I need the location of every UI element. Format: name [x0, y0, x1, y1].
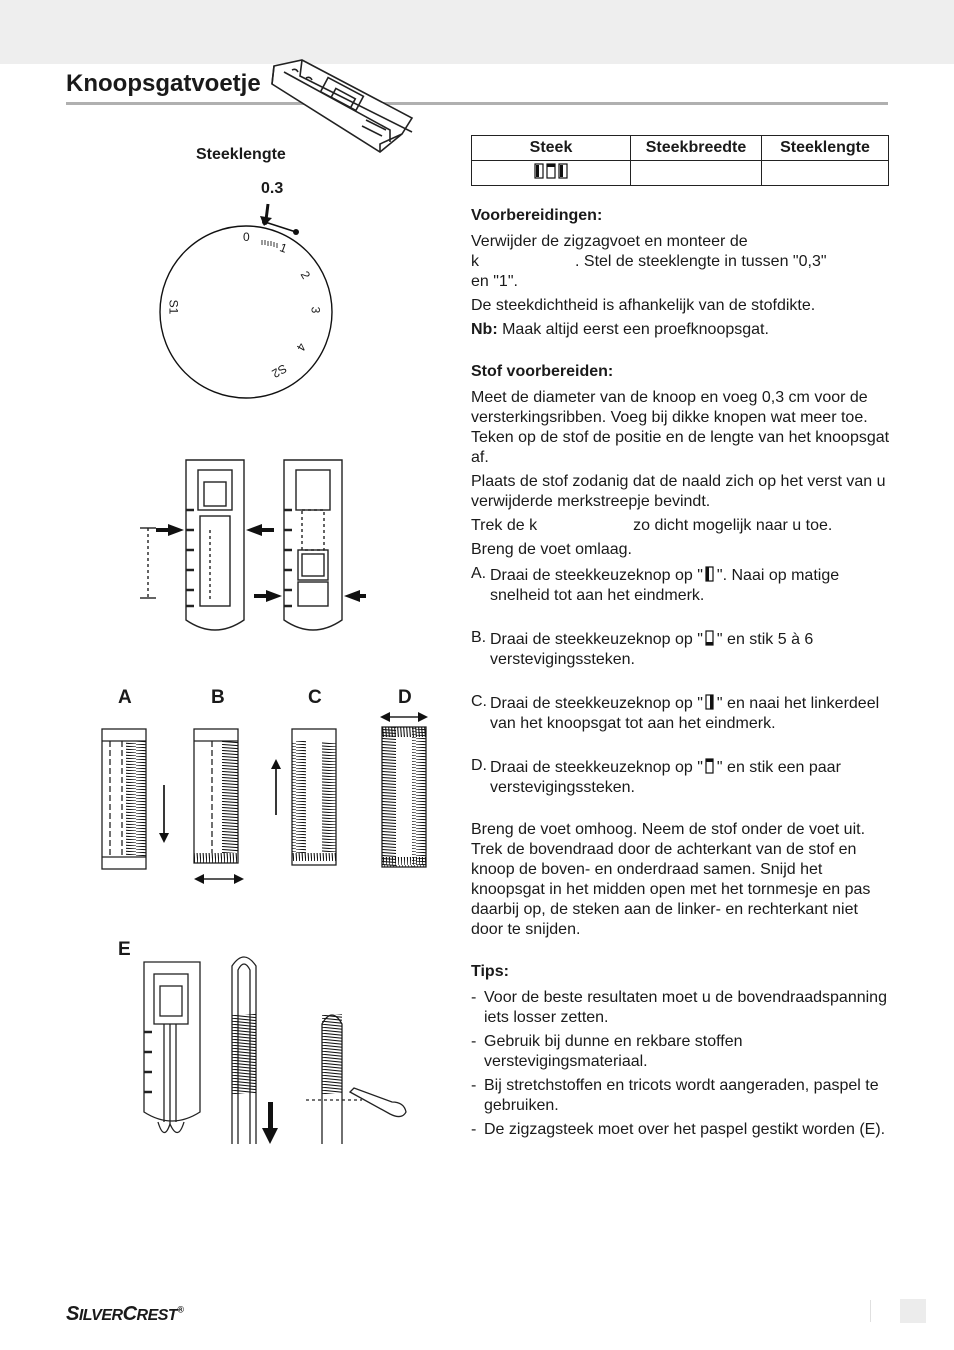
tip-4-text: De zigzagsteek moet over het paspel gestikt worden (E).	[484, 1121, 886, 1138]
dial-mark-4: 4	[293, 340, 310, 354]
cording-diagram	[140, 952, 440, 1152]
step-d-marker: D.	[471, 757, 487, 774]
table-cell-steekbreedte	[631, 161, 762, 186]
table-header-steek: Steek	[472, 136, 631, 161]
fabric-heading: Stof voorbereiden:	[471, 363, 614, 380]
step-a	[471, 564, 891, 606]
dial-mark-2: 2	[297, 268, 314, 282]
tip-item	[471, 988, 891, 1028]
dial-mark-0: 0	[243, 230, 250, 244]
step-label-a: A	[118, 687, 132, 708]
foot-positioning-diagram	[126, 450, 366, 642]
tip-dash: -	[471, 989, 477, 1006]
prep-paragraph-2: De steekdichtheid is afhankelijk van de stofdikte.	[471, 297, 816, 314]
buttonhole-foot-illustration	[262, 56, 422, 156]
buttonhole-steps-diagram	[96, 705, 436, 890]
step-a-text-1: Draai de steekkeuzeknop op "	[490, 567, 703, 584]
table-cell-steek	[472, 161, 631, 186]
footer-divider	[870, 1300, 871, 1322]
step-c-marker: C.	[471, 693, 487, 710]
prep-p1b: k	[471, 253, 479, 270]
step-label-c: C	[308, 687, 322, 708]
stitch-settings-table	[471, 135, 889, 186]
step-b-marker: B.	[471, 629, 487, 646]
tip-3-text: Bij stretchstoffen en tricots wordt aangeraden, paspel te gebruiken.	[484, 1077, 879, 1114]
fabric-paragraph-1: Meet de diameter van de knoop en voeg 0,3 cm voor de versterkingsribben. Voeg bij dikke knopen wat meer toe. Teken op de stof de positie en de lengte van het knoopsgat af.	[471, 389, 890, 466]
table-header-row	[472, 136, 889, 161]
brand-logo: SILVERCREST®	[66, 1303, 184, 1325]
stitch-b-icon	[703, 628, 717, 648]
step-d-text-2: " en stik een paar verstevigingssteken.	[490, 759, 841, 796]
tip-item	[471, 1032, 891, 1072]
step-c-text-1: Draai de steekkeuzeknop op "	[490, 695, 703, 712]
step-b	[471, 628, 891, 670]
header-band	[0, 0, 954, 64]
prep-heading: Voorbereidingen:	[471, 207, 603, 224]
table-header-steekbreedte: Steekbreedte	[631, 136, 762, 161]
step-b-text-2: " en stik 5 à 6 verstevigingssteken.	[490, 631, 814, 668]
prep-note-text: Maak altijd eerst een proefknoopsgat.	[497, 321, 769, 338]
fabric-p3b: zo dicht mogelijk naar u toe.	[633, 517, 833, 534]
fabric-paragraph-2: Plaats de stof zodanig dat de naald zich op het verst van u verwijderde merkstreepje bevindt.	[471, 473, 886, 510]
fabric-p3a: Trek de k	[471, 517, 538, 534]
tip-dash: -	[471, 1033, 477, 1050]
dial-mark-s2: S2	[269, 361, 290, 381]
prep-p1a: Verwijder de zigzagvoet en monteer de	[471, 233, 748, 250]
prep-paragraph-1	[471, 232, 891, 292]
prep-p1c: . Stel de steeklengte in tussen "0,3"	[575, 253, 827, 270]
tip-dash: -	[471, 1121, 477, 1138]
page-title: Knoopsgatvoetje	[66, 70, 261, 97]
step-c	[471, 692, 891, 734]
tip-item	[471, 1120, 891, 1140]
stitch-a-icon	[703, 564, 717, 584]
table-row	[472, 161, 889, 186]
dial-value: 0.3	[261, 180, 284, 197]
figure-label-e: E	[118, 939, 131, 960]
prep-note	[471, 320, 891, 340]
step-c-text-2: " en naai het linkerdeel van het knoopsgat tot aan het eindmerk.	[490, 695, 880, 732]
buttonhole-stitch-icon	[533, 162, 569, 180]
step-b-text-1: Draai de steekkeuzeknop op "	[490, 631, 703, 648]
step-a-text-2: ". Naai op matige snelheid tot aan het eindmerk.	[490, 567, 840, 604]
tip-1-text: Voor de beste resultaten moet u de bovendraadspanning iets losser zetten.	[484, 989, 887, 1026]
dial-mark-3: 3	[308, 306, 323, 314]
step-a-marker: A.	[471, 565, 487, 582]
prep-p1d: en "1".	[471, 273, 518, 290]
page-number-box	[900, 1299, 926, 1323]
title-rule	[66, 102, 888, 105]
step-label-d: D	[398, 687, 412, 708]
dial-label: Steeklengte	[196, 146, 286, 163]
step-d	[471, 756, 891, 798]
table-header-steeklengte: Steeklengte	[762, 136, 889, 161]
fabric-paragraph-4: Breng de voet omlaag.	[471, 541, 632, 558]
instructions-column	[471, 206, 891, 1144]
fabric-paragraph-3	[471, 516, 891, 536]
dial-mark-s1: S1	[166, 299, 181, 315]
tip-item	[471, 1076, 891, 1116]
dial-mark-1: 1	[277, 240, 289, 256]
step-label-b: B	[211, 687, 225, 708]
step-d-text-1: Draai de steekkeuzeknop op "	[490, 759, 703, 776]
tips-heading: Tips:	[471, 963, 509, 980]
table-cell-steeklengte	[762, 161, 889, 186]
stitch-c-icon	[703, 692, 717, 712]
stitch-d-icon	[703, 756, 717, 776]
finish-paragraph: Breng de voet omhoog. Neem de stof onder de voet uit. Trek de bovendraad door de achterkant van de stof en knoop de boven- en onderdraad samen. Snijd het knoopsgat in het midden open met het tornmesje en pas daarbij op, de steken aan de linker- en rechterkant niet door te snijden.	[471, 821, 871, 938]
tip-2-text: Gebruik bij dunne en rekbare stoffen verstevigingsmateriaal.	[484, 1033, 743, 1070]
prep-note-label: Nb:	[471, 321, 498, 338]
tip-dash: -	[471, 1077, 477, 1094]
